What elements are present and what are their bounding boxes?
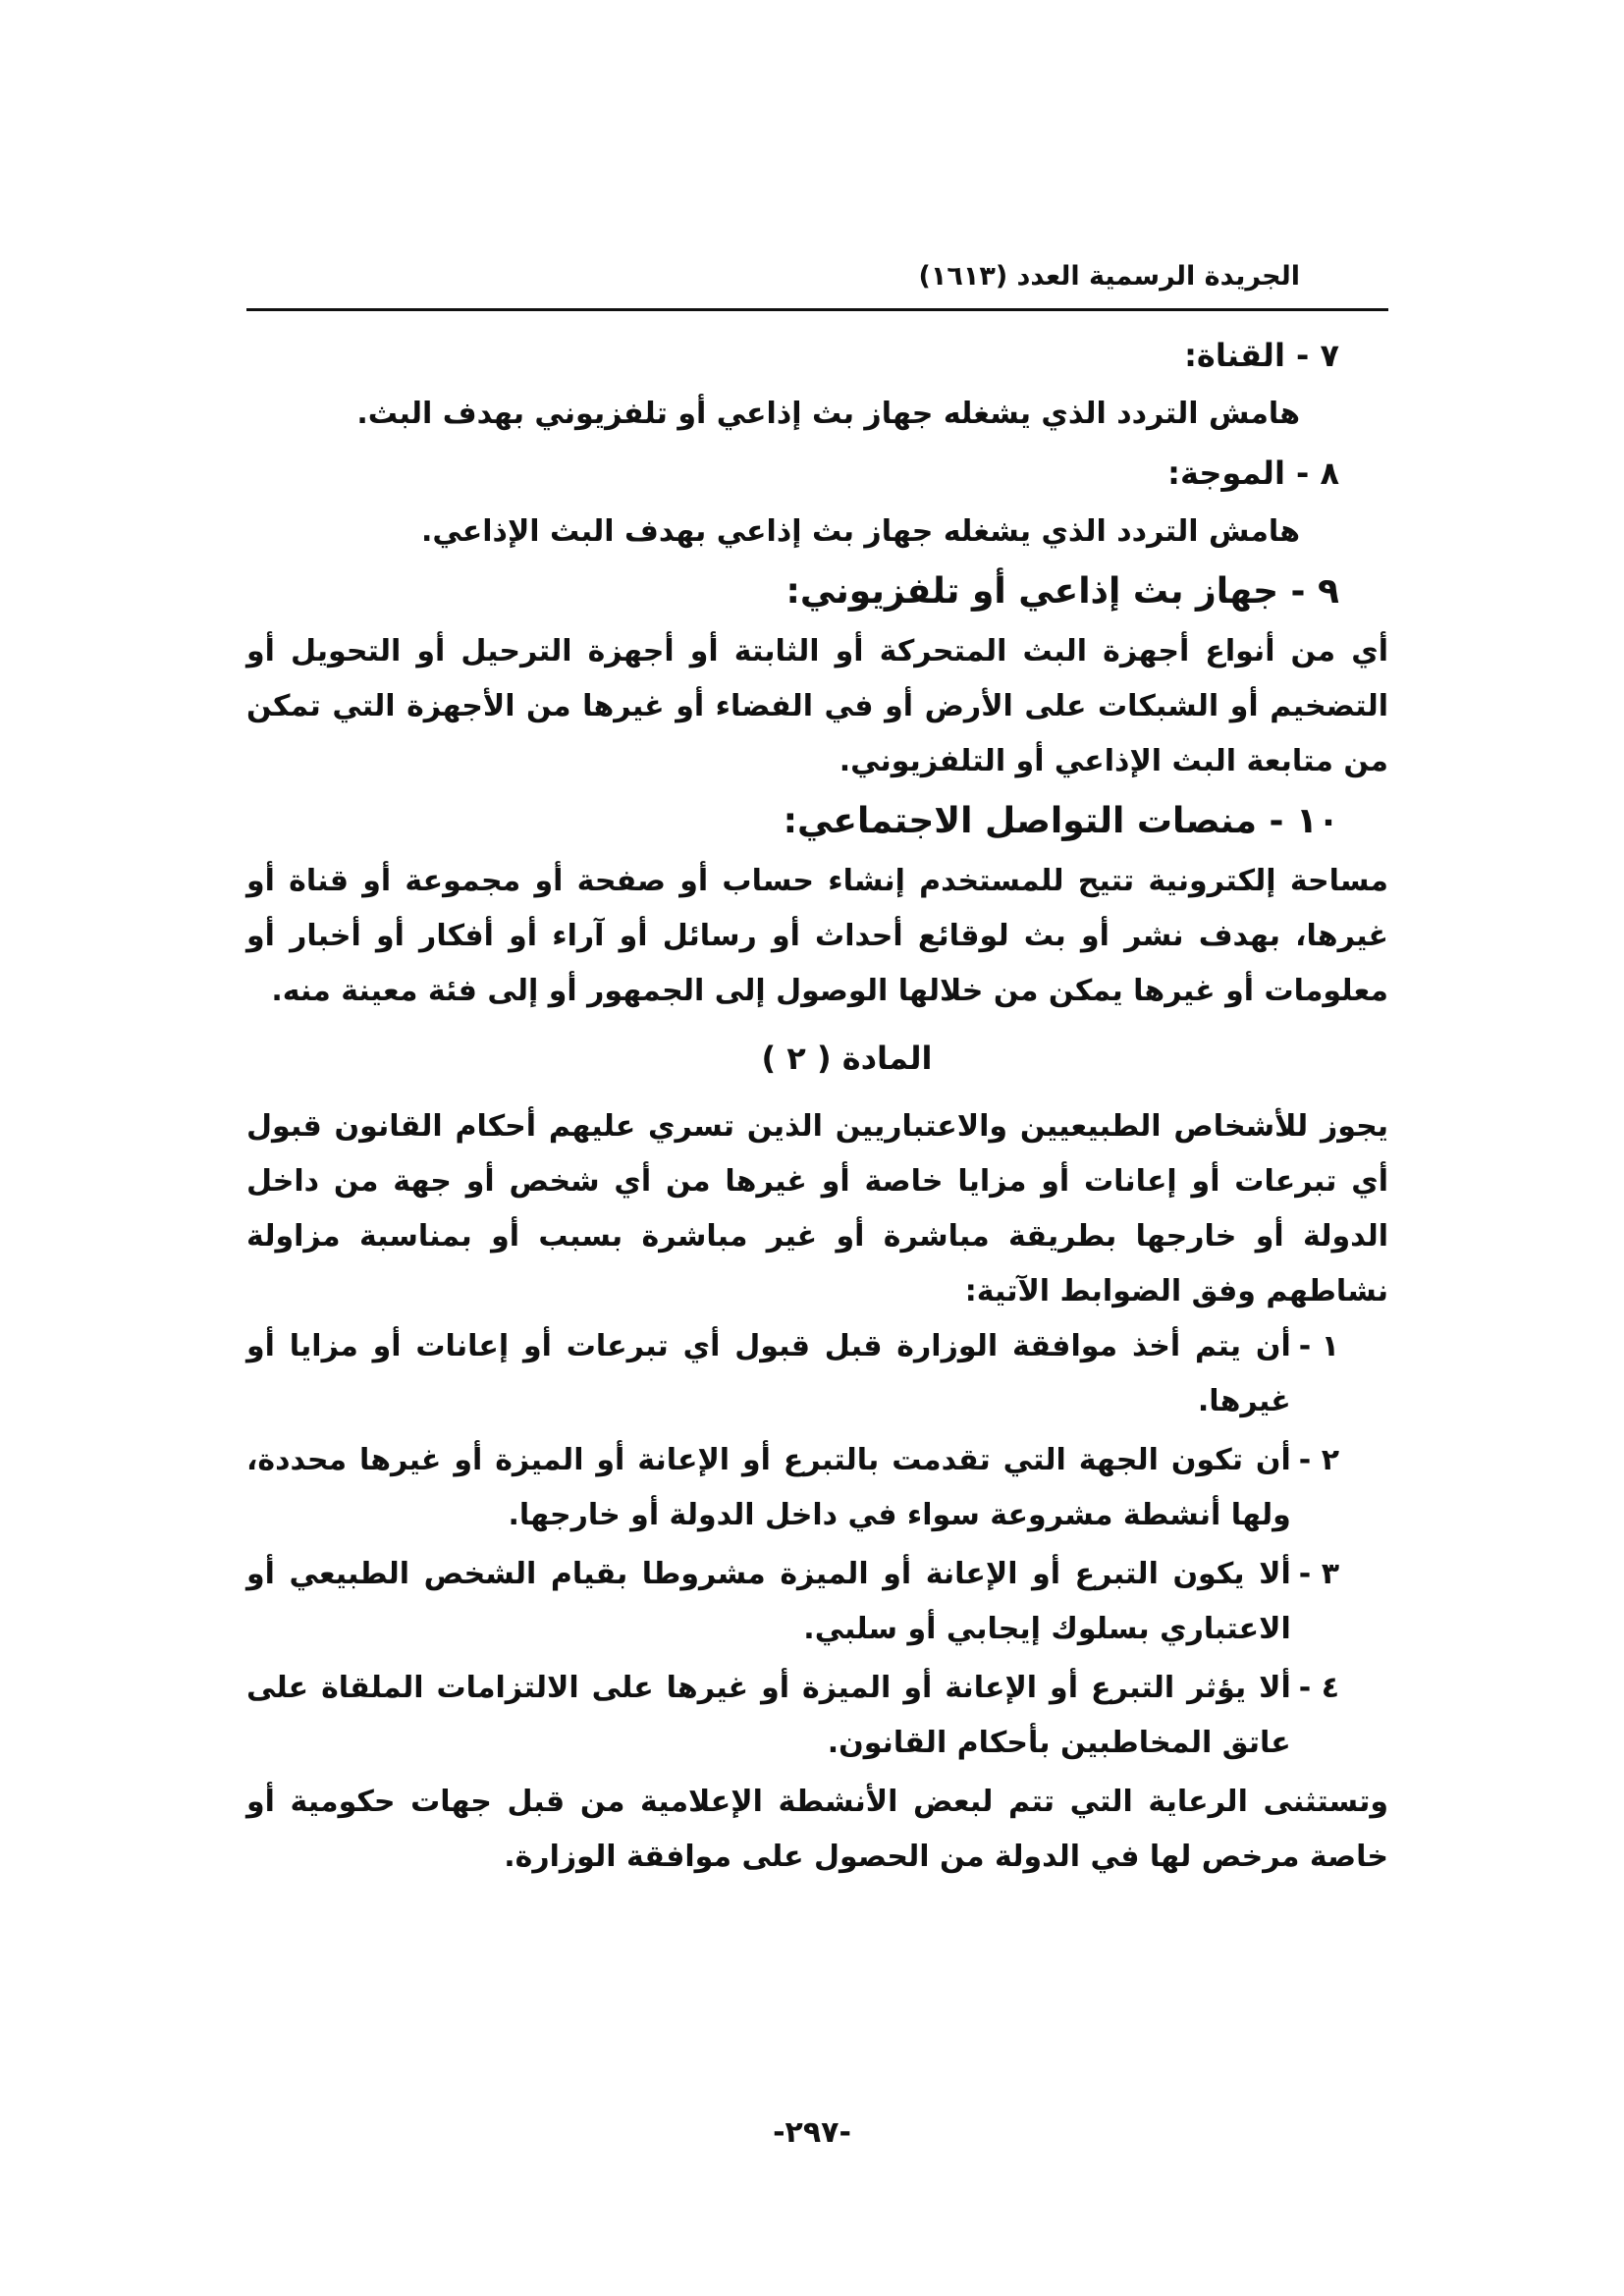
definition-body: مساحة إلكترونية تتيح للمستخدم إنشاء حساب أو صفحة أو مجموعة أو قناة أو غيرها، بهدف نشر أو بث لوقائع أحداث أو رسائل أو آراء أو أفكار أو أخبار أو معلومات أو غيرها يمكن من خلالها الوصول إلى الجمهور أو إلى فئة معينة منه.	[246, 864, 1388, 1008]
list-item-text: أن يتم أخذ موافقة الوزارة قبل قبول أي تبرعات أو إعانات أو مزايا أو غيرها.	[246, 1329, 1291, 1418]
list-item-number: ٣ -	[1298, 1557, 1339, 1591]
definition-heading: ٩ - جهاز بث إذاعي أو تلفزيوني:	[785, 571, 1339, 612]
article-closing: وتستثنى الرعاية التي تتم لبعض الأنشطة الإعلامية من قبل جهات حكومية أو خاصة مرخص لها في الدولة من الحصول على موافقة الوزارة.	[246, 1785, 1388, 1874]
list-item	[246, 1319, 1339, 1429]
article-intro: يجوز للأشخاص الطبيعيين والاعتباريين الذين تسري عليهم أحكام القانون قبول أي تبرعات أو إعانات أو مزايا خاصة أو غيرها من أي شخص أو جهة من داخل الدولة أو خارجها بطريقة مباشرة أو غير مباشرة بسبب أو بمناسبة مزاولة نشاطهم وفق الضوابط الآتية:	[246, 1109, 1388, 1308]
page-number: -٢٩٧-	[773, 2115, 851, 2150]
page-header	[246, 257, 1388, 311]
article-title: المادة ( ٢ )	[761, 1040, 933, 1077]
definition-body: هامش التردد الذي يشغله جهاز بث إذاعي بهدف البث الإذاعي.	[421, 514, 1300, 549]
gazette-title: الجريدة الرسمية العدد (١٦١٣)	[918, 261, 1300, 292]
list-item-number: ٢ -	[1298, 1443, 1339, 1477]
list-item-number: ٤ -	[1298, 1671, 1339, 1705]
list-item	[246, 1433, 1339, 1543]
page-content	[246, 324, 1388, 1885]
list-item-text: ألا يكون التبرع أو الإعانة أو الميزة مشروطا بقيام الشخص الطبيعي أو الاعتباري بسلوك إيجابي أو سلبي.	[246, 1557, 1291, 1646]
list-item-text: ألا يؤثر التبرع أو الإعانة أو الميزة أو غيرها على الالتزامات الملقاة على عاتق المخاطبين بأحكام القانون.	[246, 1671, 1291, 1760]
list-item	[246, 1661, 1339, 1771]
definition-heading: ٧ - القناة:	[1184, 337, 1339, 374]
definition-body: أي من أنواع أجهزة البث المتحركة أو الثابتة أو أجهزة الترحيل أو التحويل أو التضخيم أو الشبكات على الأرض أو في الفضاء أو غيرها من الأجهزة التي تمكن من متابعة البث الإذاعي أو التلفزيوني.	[246, 634, 1388, 778]
definition-body: هامش التردد الذي يشغله جهاز بث إذاعي أو تلفزيوني بهدف البث.	[356, 397, 1300, 431]
list-item-text: أن تكون الجهة التي تقدمت بالتبرع أو الإعانة أو الميزة أو غيرها محددة، ولها أنشطة مشروعة سواء في داخل الدولة أو خارجها.	[246, 1443, 1291, 1532]
definition-heading: ١٠ - منصات التواصل الاجتماعي:	[783, 801, 1339, 841]
list-item-number: ١ -	[1298, 1329, 1339, 1363]
definition-heading: ٨ - الموجة:	[1167, 454, 1339, 492]
list-item	[246, 1547, 1339, 1657]
